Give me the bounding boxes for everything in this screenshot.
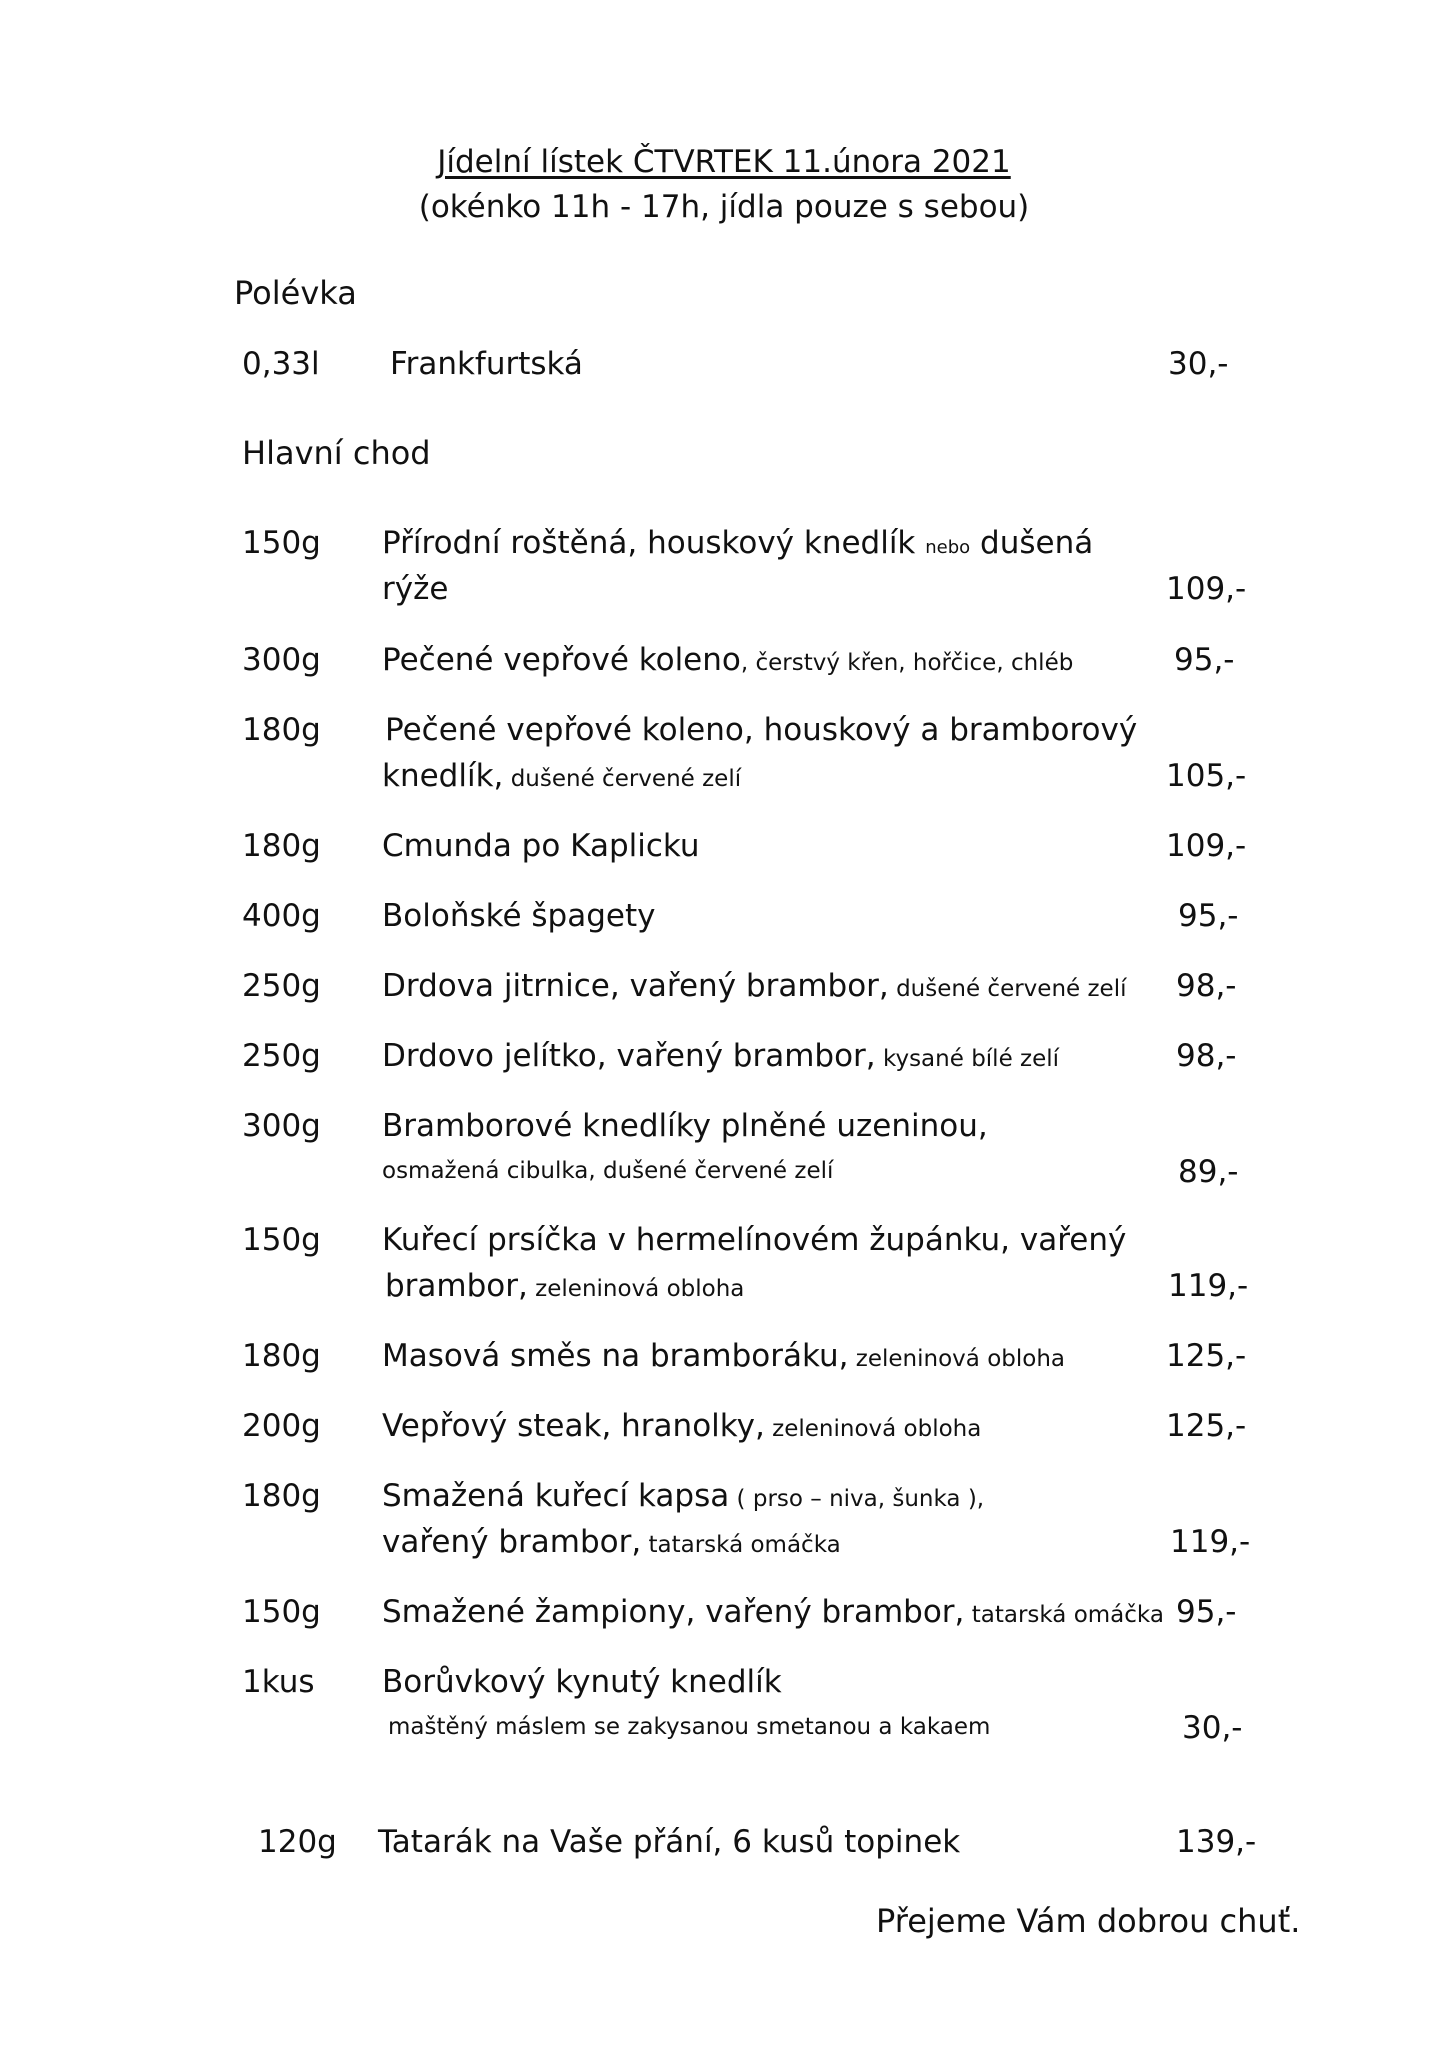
item-name: Přírodní roštěná, houskový knedlík nebo dušená [382,525,1094,561]
item-price: 109,- [1166,828,1247,864]
item-name-line2: maštěný máslem se zakysanou smetanou a kakaem [388,1714,991,1740]
item-weight: 400g [242,898,321,934]
item-name: Drdova jitrnice, vařený brambor, dušené červené zelí [382,968,1127,1004]
item-name: Cmunda po Kaplicku [382,828,700,864]
menu-header [0,140,1448,230]
item-price: 95,- [1176,1594,1237,1630]
item-name: Bramborové knedlíky plněné uzeninou, [382,1108,988,1144]
item-name-line2: osmažená cibulka, dušené červené zelí [382,1158,834,1184]
item-weight: 180g [242,1338,321,1374]
item-weight: 250g [242,968,321,1004]
item-name-line2: rýže [382,571,449,607]
menu-item [0,1664,1448,1764]
item-weight: 150g [242,1594,321,1630]
item-price: 89,- [1178,1154,1239,1190]
item-name: Kuřecí prsíčka v hermelínovém župánku, vařený [382,1222,1127,1258]
item-price: 109,- [1166,571,1247,607]
item-price: 98,- [1176,968,1237,1004]
item-weight: 1kus [242,1664,315,1700]
soup-price: 30,- [1168,346,1229,382]
soup-row [0,346,1448,446]
menu-subtitle: (okénko 11h - 17h, jídla pouze s sebou) [418,189,1030,225]
item-name: Pečené vepřové koleno, houskový a bramborový [385,712,1138,748]
item-weight: 300g [242,1108,321,1144]
item-name: Drdovo jelítko, vařený brambor, kysané bílé zelí [382,1038,1060,1074]
item-weight: 150g [242,525,321,561]
item-weight: 150g [242,1222,321,1258]
item-weight: 180g [242,712,321,748]
item-name-line2: brambor, zeleninová obloha [385,1268,745,1304]
main-heading: Hlavní chod [242,434,431,472]
item-name: Borůvkový kynutý knedlík [382,1664,782,1700]
item-name: Masová směs na bramboráku, zeleninová obloha [382,1338,1065,1374]
item-weight: 120g [258,1824,337,1860]
item-price: 125,- [1166,1338,1247,1374]
item-price: 139,- [1176,1824,1257,1860]
item-weight: 300g [242,642,321,678]
soup-name: Frankfurtská [390,346,583,382]
item-name-line2: knedlík, dušené červené zelí [382,758,742,794]
item-price: 95,- [1178,898,1239,934]
menu-item [0,1222,1448,1322]
soup-heading: Polévka [234,274,357,312]
menu-item [0,1108,1448,1208]
closing-greeting: Přejeme Vám dobrou chuť. [876,1902,1301,1940]
item-weight: 180g [242,1478,321,1514]
item-price: 119,- [1168,1268,1249,1304]
item-name: Tatarák na Vaše přání, 6 kusů topinek [378,1824,961,1860]
item-weight: 200g [242,1408,321,1444]
item-name: Pečené vepřové koleno, čerstvý křen, hořčice, chléb [382,642,1074,678]
item-name: Boloňské špagety [382,898,656,934]
item-price: 30,- [1182,1710,1243,1746]
item-weight: 180g [242,828,321,864]
item-name: Smažená kuřecí kapsa ( prso – niva, šunka ), [382,1478,985,1514]
item-price: 98,- [1176,1038,1237,1074]
item-name: Smažené žampiony, vařený brambor, tatarská omáčka [382,1594,1164,1630]
soup-weight: 0,33l [242,346,320,382]
item-price: 95,- [1174,642,1235,678]
item-price: 125,- [1166,1408,1247,1444]
item-name-line2: vařený brambor, tatarská omáčka [382,1524,841,1560]
menu-item [0,712,1448,812]
item-price: 105,- [1166,758,1247,794]
menu-title: Jídelní lístek ČTVRTEK 11.února 2021 [437,144,1011,180]
item-price: 119,- [1170,1524,1251,1560]
item-name: Vepřový steak, hranolky, zeleninová obloha [382,1408,982,1444]
menu-item [0,525,1448,625]
menu-item [0,1478,1448,1578]
item-weight: 250g [242,1038,321,1074]
